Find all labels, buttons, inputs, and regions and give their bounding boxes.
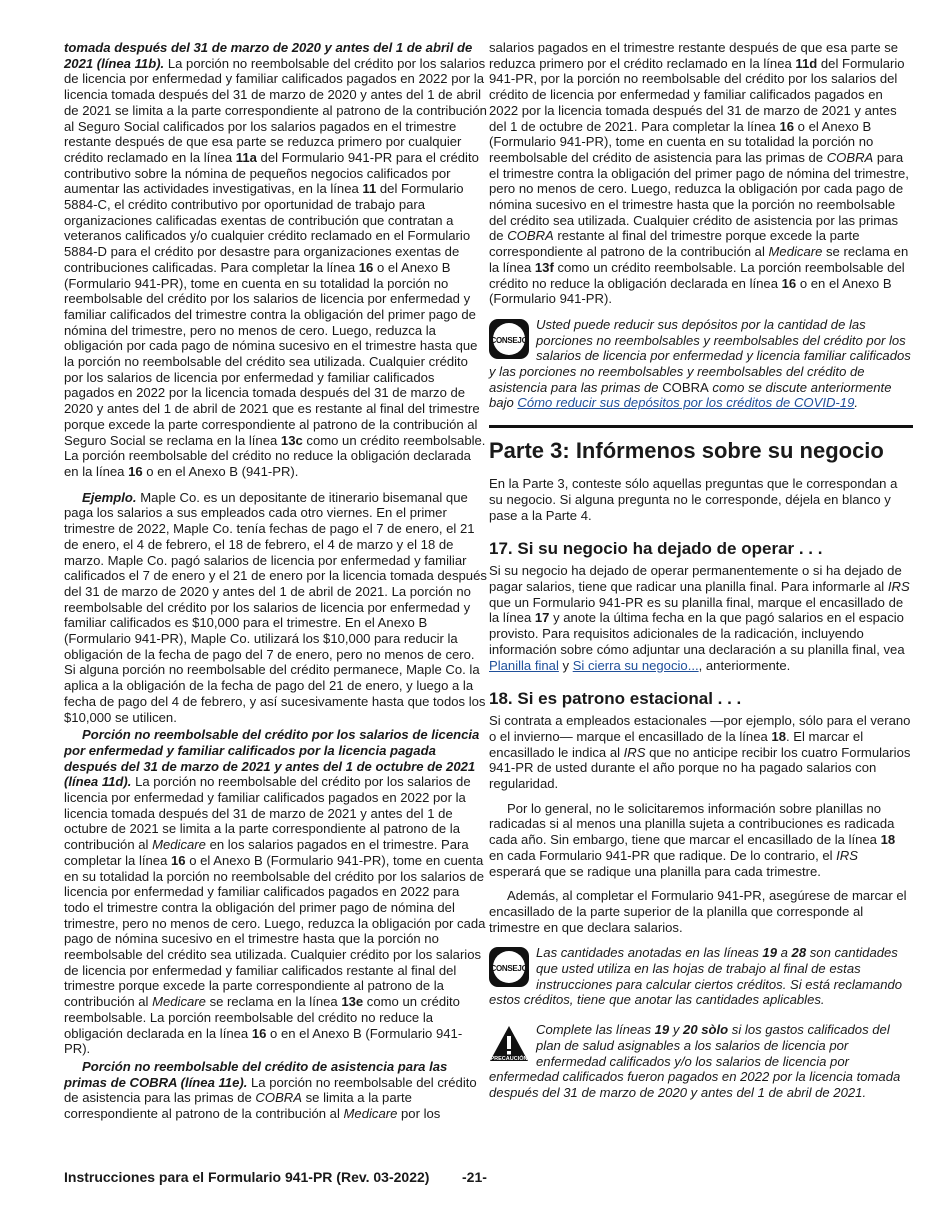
text-run: 16 — [779, 118, 795, 134]
text-run: como un crédito reembolsable. La porción reembolsable del crédito no reduce la obligación declarada en la línea — [64, 994, 460, 1041]
text-run: en cada Formulario 941-PR que radique. De lo contrario, el — [489, 847, 837, 863]
svg-text:PRECAUCIÓN: PRECAUCIÓN — [490, 1056, 528, 1063]
text-run: se reclama en la línea — [205, 994, 342, 1010]
text-run: que no anticipe recibir los cuatro Formularios 941-PR de usted durante el año porque no ha pagado salarios con regularidad. — [489, 744, 911, 792]
text-run: a — [776, 945, 792, 961]
text-run: IRS — [887, 578, 910, 594]
paragraph-credit-11d — [64, 727, 488, 1057]
text-run: La porción no reembolsable del crédito por los salarios de licencia por enfermedad y familiar calificados pagados en 2022 por la licencia tomada después del 31 de marzo de 2020 y antes del 1 de abril de 2021 se limita a la parte correspondiente al patrono de la contribución al Seguro Social calificados por los salarios pagados en el trimestre restante después de que esa parte se reduzca primero por cualquier crédito reclamado en la línea — [64, 55, 487, 165]
text-run: esperará que se radique una planilla para cada trimestre. — [489, 863, 821, 879]
text-run: o en el Anexo B (Formulario 941-PR). — [64, 1025, 463, 1057]
paragraph-example — [64, 490, 488, 726]
text-run: 13c — [280, 432, 303, 448]
page-number: -21- — [462, 1169, 487, 1185]
section-18-text-2 — [489, 801, 913, 880]
text-run: Además, al completar el Formulario 941-PR, asegúrese de marcar el encasillado de la parte superior de la planilla que corresponde al trimestre en que declara salarios. — [489, 888, 907, 935]
text-run: Las cantidades anotadas en las líneas — [536, 945, 763, 961]
text-run: y anote la última fecha en la que pagó salarios en el espacio provisto. Para requisitos adicionales de la radicación, incluyendo información sobre cómo adjuntar una declaración a su planilla final, vea — [489, 610, 905, 657]
text-run: Medicare — [152, 994, 206, 1010]
text-run: o en el Anexo B (941-PR). — [142, 463, 299, 479]
text-run: 28 — [791, 945, 807, 961]
paragraph-credit-11b — [64, 40, 488, 480]
text-run: salarios pagados en el trimestre restante después de que esa parte se reduzca primero por el crédito reclamado en la línea — [489, 40, 899, 71]
text-run: son cantidades que usted utiliza en las hojas de trabajo al final de estas instrucciones para calcular ciertos créditos. Si está reclamando estos créditos, tiene que anotar las cantidades aplicables. — [489, 945, 903, 1008]
right-column — [489, 40, 913, 1101]
text-run: COBRA — [255, 1090, 302, 1106]
section-18-heading: 18. Si es patrono estacional . . . — [489, 689, 742, 709]
section-18-text-1 — [489, 713, 913, 792]
text-run: La porción no reembolsable del crédito por los salarios de licencia por enfermedad y familiar calificados pagados en 2022 por la licencia tomada después del 31 de marzo de 2021 y antes del 1 de octubre de 2021 se limita a la parte correspondiente al patrono de la contribución al — [64, 774, 471, 853]
section-17-heading: 17. Si su negocio ha dejado de operar . . . — [489, 539, 823, 559]
text-run: Usted puede reducir sus depósitos por la cantidad de las porciones no reembolsables y reembolsables del crédito por los salarios de licencia por enfermedad y licencia familiar calificados y las porciones no reembolsables y reembolsables del crédito de asistencia para las primas de — [489, 316, 911, 395]
left-column — [64, 40, 488, 1122]
text-run: Porción no reembolsable del crédito de asistencia para las primas de COBRA (línea 11e). — [64, 1059, 448, 1090]
text-run: tomada después del 31 de marzo de 2020 y antes del 1 de abril de 2021 (línea 11b). — [64, 40, 473, 71]
text-run: COBRA — [826, 149, 874, 165]
section-18-text-3 — [489, 888, 913, 935]
text-run: restante al final del trimestre porque excede la parte correspondiente al patrono de la contribución al — [489, 228, 860, 260]
text-run: 11d — [795, 55, 818, 71]
text-run: del Formulario 941-PR para el crédito contributivo sobre la nómina de pequeños negocios calificados por aumentar las actividades investigativas, en la línea — [64, 149, 479, 197]
text-run: o el Anexo B (Formulario 941-PR), tome en cuenta en su totalidad la porción no reembolsable del crédito de asistencia para las primas de — [489, 118, 874, 165]
text-run: para el trimestre contra la obligación del primer pago de nómina del trimestre, pero no menos de cero. Luego, reduzca la obligación por cada pago de nómina sucesivo en el trimestre hasta que la porción no reembolsable del crédito sea utilizada. Cualquier crédito de asistencia por las primas de — [489, 149, 909, 244]
cross-reference-link[interactable]: Planilla final — [489, 657, 559, 673]
text-run: , anteriormente. — [698, 657, 791, 673]
consejo-tip-icon: CONSEJO — [489, 947, 529, 987]
text-run: La porción no reembolsable del crédito de asistencia para las primas de — [64, 1074, 477, 1106]
text-run: Si su negocio ha dejado de operar permanentemente o si ha dejado de pagar salarios, tiene que radicar una planilla final. Para informarle al — [489, 563, 902, 594]
text-run: 16 — [128, 463, 143, 479]
caution-warning-icon — [489, 1024, 529, 1064]
text-run: COBRA — [662, 379, 709, 395]
text-run: 13f — [534, 259, 554, 275]
part-3-heading: Parte 3: Infórmenos sobre su negocio — [489, 438, 884, 464]
text-run: se limita a la parte correspondiente al patrono de la contribución al — [64, 1090, 412, 1122]
tip-callout-lines-19-28 — [489, 945, 913, 1008]
text-run: Si contrata a empleados estacionales —por ejemplo, sólo para el verano o el invierno— marque el encasillado de la línea — [489, 713, 911, 744]
text-run: del Formulario 941-PR, por la porción no reembolsable del crédito por los salarios del crédito de licencia por enfermedad y familiar calificados pagados en 2022 por la licencia tomada después del 31 de marzo de 2021 y antes del 1 de octubre de 2021. Para completar la línea — [489, 55, 905, 134]
text-run: Medicare — [152, 837, 206, 853]
cross-reference-link[interactable]: Si cierra su negocio... — [572, 657, 699, 673]
text-run: o el Anexo B (Formulario 941-PR), tome en cuenta en su totalidad la porción no reembolsable del crédito por los salarios de licencia por enfermedad y familiar calificados pagados en 2022 para todo el trimestre contra la obligación del primer pago de nómina del trimestre, pero no menos de cero. Luego, reduzca la obligación por cada pago de nómina sucesivo en el trimestre hasta que la porción no reembolsable del crédito sea utilizada. Cualquier crédito por los salarios de licencia por enfermedad y familiar calificados restante al final del trimestre porque excede la parte correspondiente al patrono de la contribución al — [64, 852, 486, 1010]
text-run: como un crédito reembolsable. La porción reembolsable del crédito no reduce la obligación declarada en línea — [489, 259, 905, 291]
cross-reference-link[interactable]: Cómo reducir sus depósitos por los créditos de COVID-19 — [517, 395, 855, 411]
text-run: Medicare — [343, 1106, 398, 1122]
text-run: IRS — [623, 744, 646, 760]
tip-text-lines-19-28 — [489, 945, 913, 1008]
footer-title: Instrucciones para el Formulario 941-PR (Rev. 03-2022) — [64, 1169, 430, 1185]
part-3-intro: En la Parte 3, conteste sólo aquellas preguntas que le correspondan a su negocio. Si alguna pregunta no le corresponde, déjela en blanco y pase a la Parte 4. — [489, 476, 898, 523]
section-divider — [489, 425, 913, 428]
text-run: . — [854, 395, 858, 411]
text-run: 20 sòlo — [683, 1022, 729, 1038]
text-run: o en el Anexo B (Formulario 941-PR). — [489, 275, 892, 307]
text-run: Maple Co. es un depositante de itinerario bisemanal que paga los salarios a sus empleados cada otro viernes. En el primer trimestre de 2022, Maple Co. tenía fechas de pago el 7 de enero, el 21 de enero, el 4 de febrero, el 18 de febrero, el 4 de marzo y el 18 de marzo. Maple Co. pagó salarios de licencia por enfermedad y familiar calificados el 7 de enero y el 21 de enero por la licencia tomada después del 31 de marzo de 2020 y antes del 1 de abril de 2021. La porción no reembolsable del crédito por los salarios de licencia por enfermedad y familiar calificados es $10,000 para el trimestre. En el Anexo B (Formulario 941-PR), Maple Co. utilizará los $10,000 para reducir la obligación de la fecha de pago del 7 de enero, pero no menos de cero. Si alguna porción no reembolsable del crédito permanece, Maple Co. la aplica a la obligación de la fecha de pago del 21 de enero, y luego a la fecha de pago del 4 de febrero, y así sucesivamente hasta que todos los $10,000 se utilicen. — [64, 489, 487, 725]
tip-callout-deposits — [489, 317, 913, 411]
text-run: Por lo general, no le solicitaremos información sobre planillas no radicadas si al menos una planilla sujeta a contribuciones es radicada cada año. Sin embargo, tiene que marcar el encasillado de la línea — [489, 800, 895, 848]
text-run: 16 — [171, 852, 186, 868]
text-run: o el Anexo B (Formulario 941-PR), tome en cuenta en su totalidad la porción no reembolsable del crédito por los salarios de licencia por enfermedad y familiar calificados del trimestre contra la obligación del primer pago de nómina del trimestre, pero no menos de cero. Luego, reduzca la obligación por cada pago de nómina sucesivo en el trimestre hasta que la porción no reembolsable del crédito sea utilizada. Cualquier crédito por los salarios de licencia por enfermedad y familiar calificados pagados en 2022 por la licencia tomada después del 31 de marzo de 2020 y antes del 1 de abril de 2021 que es restante al final del trimestre porque excede la parte correspondiente al patrono de la contribución al Seguro Social se reclama en la línea — [64, 259, 480, 448]
consejo-tip-icon: CONSEJO — [489, 319, 529, 359]
text-run: 11a — [235, 149, 257, 165]
text-run: se reclama en la línea — [489, 244, 909, 275]
text-run: como se discute anteriormente bajo — [489, 379, 892, 411]
paragraph-credit-11e — [64, 1059, 488, 1122]
text-run: por los — [397, 1106, 441, 1122]
section-17-text — [489, 563, 913, 673]
text-run: Complete las líneas — [536, 1022, 655, 1038]
paragraph-cobra-continued — [489, 40, 913, 307]
text-run: 19 — [762, 945, 777, 961]
text-run: 17 — [534, 610, 550, 626]
text-run: como un crédito reembolsable. La porción reembolsable del crédito no reduce la obligación declarada en la línea — [64, 432, 486, 479]
text-run: Porción no reembolsable del crédito por los salarios de licencia por enfermedad y familiar calificados por la licencia pagada después del 31 de marzo de 2021 y antes del 1 de octubre de 2021 (línea 11d). — [64, 727, 480, 790]
tip-text-deposits — [489, 317, 913, 411]
text-run: que un Formulario 941-PR es su planilla final, marque el encasillado de la línea — [489, 594, 904, 626]
text-run: 18 — [880, 832, 896, 848]
text-run: 16 — [251, 1025, 267, 1041]
text-run: IRS — [836, 847, 858, 863]
text-run: 16 — [781, 275, 797, 291]
caution-text — [489, 1022, 913, 1101]
text-run: del Formulario 5884-C, el crédito contributivo por oportunidad de trabajo para organizaciones calificadas exentas de contribución que contratan a veteranos calificados y/o cualquier crédito reclamado en el Formulario 5884-D para el crédito por desastre para organizaciones exentas de contribuciones calificadas. Para completar la línea — [64, 181, 471, 275]
text-run: 19 — [654, 1022, 670, 1038]
caution-callout — [489, 1022, 913, 1101]
text-run: si los gastos calificados del plan de salud asignables a los salarios de licencia por enfermedad calificados y/o los salarios de licencia por enfermedad calificados fueron pagados en 2022 por la licencia tomada después del 31 de marzo de 2020 y antes del 1 de abril de 2021. — [489, 1022, 901, 1100]
text-run: y — [669, 1022, 684, 1038]
text-run: 16 — [358, 259, 374, 275]
text-run: 13e — [341, 994, 364, 1010]
text-run: COBRA — [507, 228, 554, 244]
text-run: Medicare — [768, 244, 823, 260]
text-run: 18 — [771, 728, 786, 744]
text-run: 11 — [362, 181, 377, 197]
text-run: Ejemplo. — [82, 489, 137, 505]
text-run: . El marcar el encasillado le indica al — [489, 728, 864, 760]
text-run: en los salarios pagados en el trimestre. Para completar la línea — [64, 837, 469, 868]
text-run: y — [558, 657, 573, 673]
